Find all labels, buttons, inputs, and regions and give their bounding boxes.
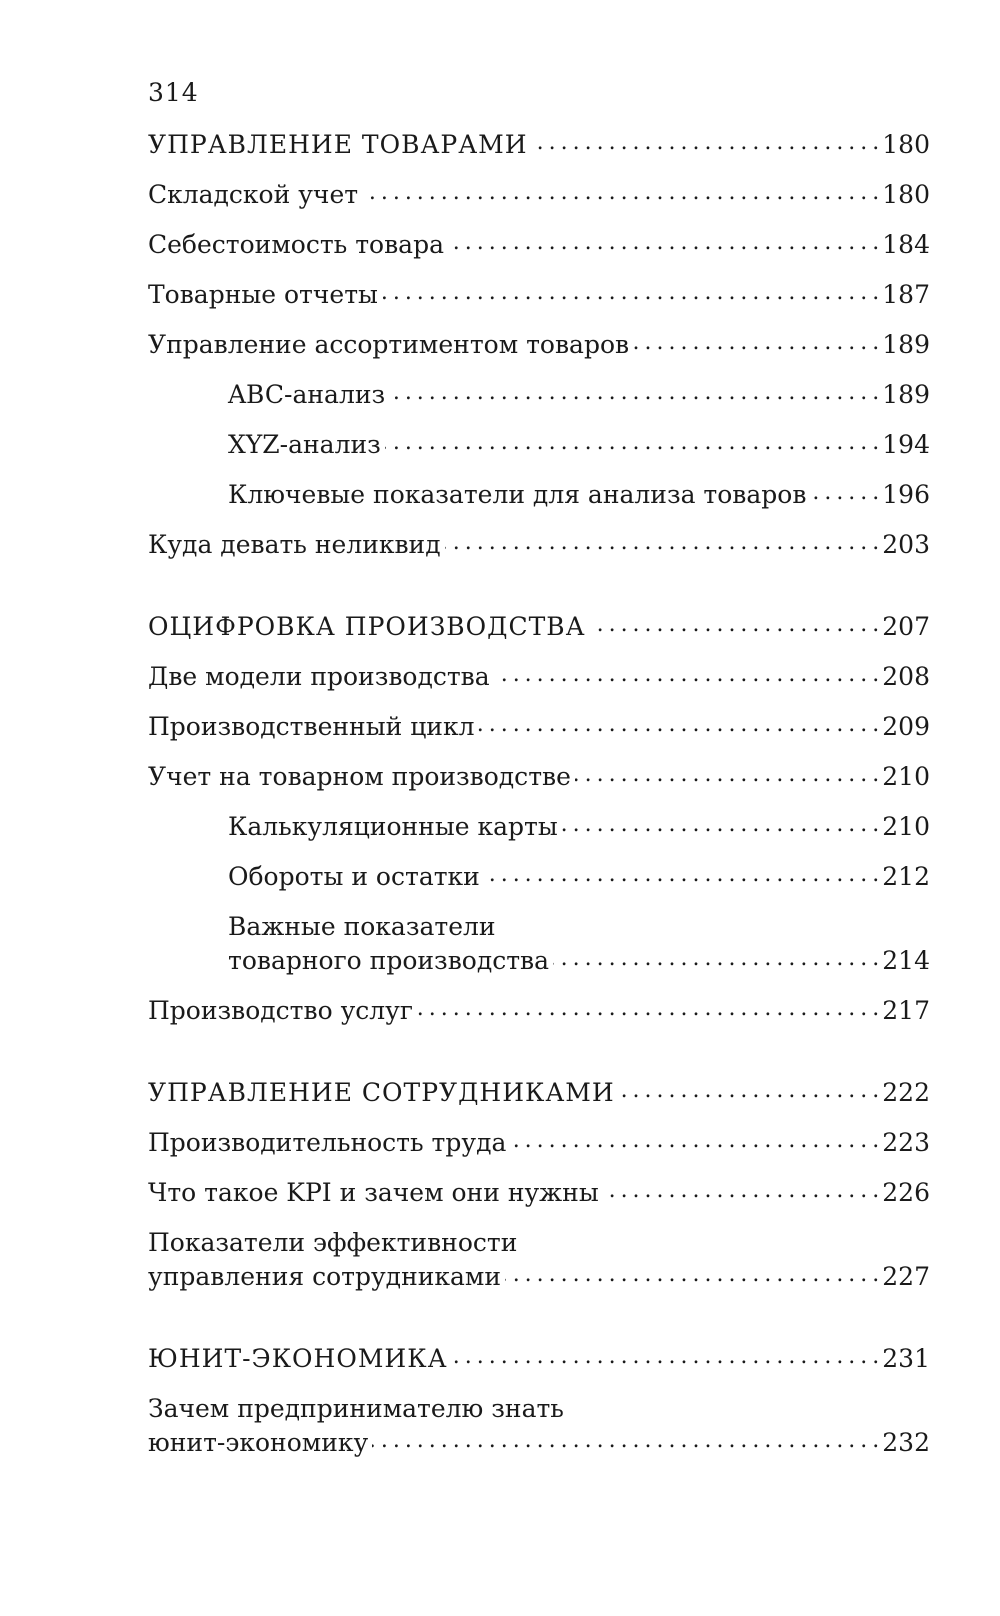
toc-page-ref: 187 [882, 280, 930, 309]
toc-page-ref: 196 [882, 480, 930, 509]
toc-entry[interactable] [148, 528, 930, 562]
toc-page-ref: 231 [882, 1344, 930, 1373]
toc-entry-title: Производительность труда [148, 1128, 507, 1157]
toc-subentry[interactable] [148, 810, 930, 844]
toc-page-ref: 212 [882, 862, 930, 891]
toc-entry[interactable] [148, 1226, 930, 1294]
toc-entry[interactable] [148, 328, 930, 362]
toc-section-goods [148, 128, 930, 562]
toc-entry[interactable] [148, 178, 930, 212]
dot-leader [372, 1430, 878, 1460]
toc-subentry[interactable] [148, 478, 930, 512]
toc-entry-title-line1: Показатели эффективности [148, 1228, 518, 1257]
dot-leader [382, 282, 878, 312]
toc-page-ref: 194 [882, 430, 930, 459]
dot-leader [810, 482, 878, 512]
toc-entry[interactable] [148, 660, 930, 694]
toc-heading[interactable] [148, 1342, 930, 1376]
toc-entry-last-line [228, 944, 930, 978]
toc-entry-title-line2: юнит-экономику [148, 1428, 369, 1457]
toc-entry-title: Производственный цикл [148, 712, 475, 741]
dot-leader [633, 332, 878, 362]
toc-entry-title: Учет на товарном производстве [148, 762, 571, 791]
toc-entry[interactable] [148, 278, 930, 312]
toc-entry-title: Производство услуг [148, 996, 413, 1025]
toc-entry-title: Себестоимость товара [148, 230, 444, 259]
toc-heading-title: УПРАВЛЕНИЕ СОТРУДНИКАМИ [148, 1078, 615, 1107]
toc-entry-title-line1: Зачем предпринимателю знать [148, 1394, 564, 1423]
dot-leader [510, 1130, 878, 1160]
toc-entry[interactable] [148, 1126, 930, 1160]
toc-page-ref: 223 [882, 1128, 930, 1157]
dot-leader [553, 948, 878, 978]
toc-page-ref: 189 [882, 380, 930, 409]
toc-entry-title: Ключевые показатели для анализа товаров [228, 480, 807, 509]
toc-page-ref: 232 [882, 1428, 930, 1457]
toc-entry-title: Обороты и остатки [228, 862, 480, 891]
dot-leader [484, 864, 878, 894]
toc-entry-title: Куда девать неликвид [148, 530, 441, 559]
toc-heading-title: ОЦИФРОВКА ПРОИЗВОДСТВА [148, 612, 586, 641]
toc-page-ref: 217 [882, 996, 930, 1025]
toc-entry-title-line2: товарного производства [228, 946, 550, 975]
table-of-contents [148, 128, 930, 1476]
toc-page-ref: 184 [882, 230, 930, 259]
dot-leader [494, 664, 879, 694]
toc-page-ref: 210 [882, 762, 930, 791]
dot-leader [362, 182, 878, 212]
toc-section-staff [148, 1076, 930, 1294]
toc-entry-title-line1: Важные показатели [228, 912, 496, 941]
toc-page-ref: 210 [882, 812, 930, 841]
dot-leader [532, 132, 879, 162]
toc-entry-last-line [148, 1426, 930, 1460]
toc-heading-title: УПРАВЛЕНИЕ ТОВАРАМИ [148, 130, 528, 159]
toc-heading-title: ЮНИТ-ЭКОНОМИКА [148, 1344, 448, 1373]
toc-page-ref: 189 [882, 330, 930, 359]
toc-entry-title: Товарные отчеты [148, 280, 378, 309]
dot-leader [590, 614, 879, 644]
dot-leader [619, 1080, 879, 1110]
toc-subentry[interactable] [148, 428, 930, 462]
toc-page-ref: 222 [882, 1078, 930, 1107]
toc-entry[interactable] [148, 228, 930, 262]
toc-entry-title: Калькуляционные карты [228, 812, 558, 841]
dot-leader [603, 1180, 879, 1210]
toc-entry-title-line2: управления сотрудниками [148, 1262, 502, 1291]
toc-section-production [148, 610, 930, 1028]
toc-page-ref: 180 [882, 180, 930, 209]
toc-entry-title: ABC-анализ [228, 380, 386, 409]
toc-entry[interactable] [148, 1392, 930, 1460]
toc-heading[interactable] [148, 1076, 930, 1110]
toc-page-ref: 226 [882, 1178, 930, 1207]
dot-leader [389, 382, 878, 412]
toc-page-ref: 209 [882, 712, 930, 741]
dot-leader [385, 432, 879, 462]
dot-leader [445, 532, 879, 562]
toc-subentry[interactable] [148, 910, 930, 978]
toc-subentry[interactable] [148, 378, 930, 412]
dot-leader [575, 764, 878, 794]
toc-entry-title: Управление ассортиментом товаров [148, 330, 630, 359]
toc-page-ref: 180 [882, 130, 930, 159]
toc-entry-last-line [148, 1260, 930, 1294]
toc-entry[interactable] [148, 994, 930, 1028]
toc-heading[interactable] [148, 128, 930, 162]
dot-leader [505, 1264, 878, 1294]
dot-leader [417, 998, 878, 1028]
toc-entry[interactable] [148, 710, 930, 744]
dot-leader [562, 814, 879, 844]
toc-entry-title: XYZ-анализ [228, 430, 381, 459]
dot-leader [478, 714, 878, 744]
toc-heading[interactable] [148, 610, 930, 644]
toc-page-ref: 208 [882, 662, 930, 691]
toc-entry-title: Складской учет [148, 180, 359, 209]
toc-entry[interactable] [148, 1176, 930, 1210]
toc-page-ref: 227 [882, 1262, 930, 1291]
page-number: 314 [148, 78, 199, 107]
dot-leader [452, 1346, 879, 1376]
dot-leader [448, 232, 878, 262]
toc-entry-title: Две модели производства [148, 662, 490, 691]
toc-subentry[interactable] [148, 860, 930, 894]
toc-entry[interactable] [148, 760, 930, 794]
toc-page-ref: 203 [882, 530, 930, 559]
toc-page-ref: 214 [882, 946, 930, 975]
toc-entry-title: Что такое KPI и зачем они нужны [148, 1178, 599, 1207]
toc-page-ref: 207 [882, 612, 930, 641]
toc-section-unit-economics [148, 1342, 930, 1460]
